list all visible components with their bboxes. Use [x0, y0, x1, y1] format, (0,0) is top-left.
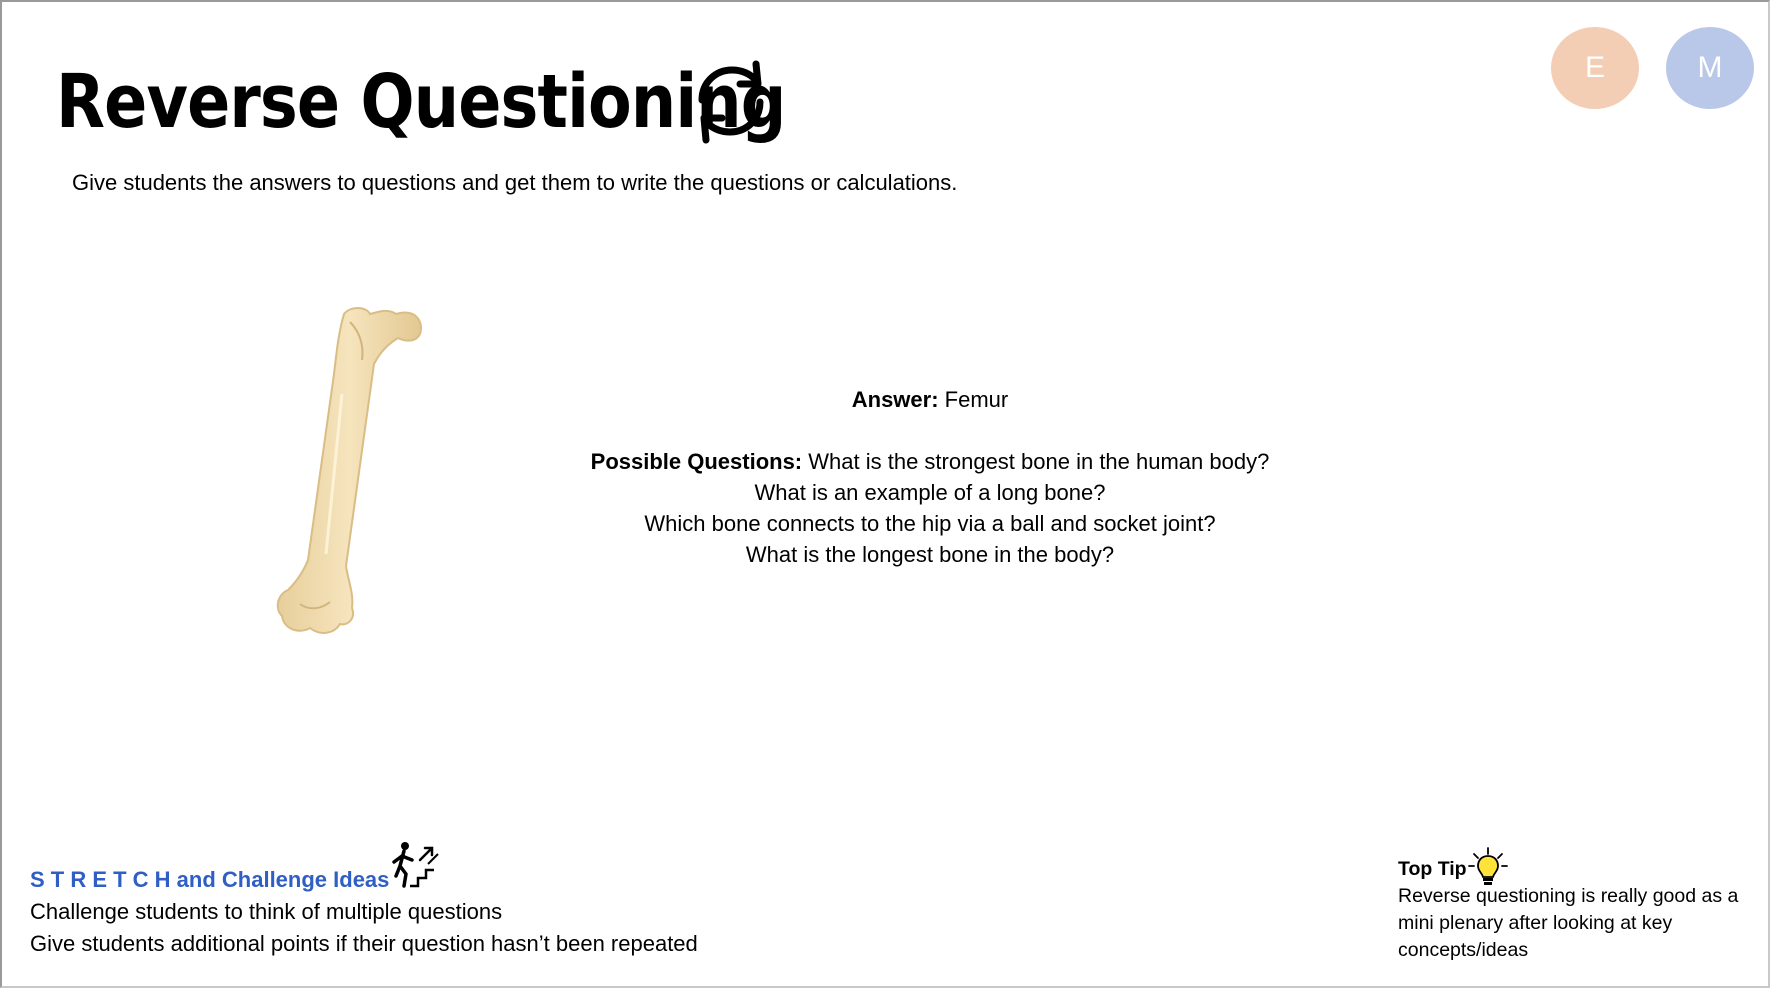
- question-line-3: Which bone connects to the hip via a ball and socket joint?: [644, 511, 1216, 536]
- questions-label: Possible Questions:: [590, 449, 803, 474]
- stretch-title: S T R E T C H and Challenge Ideas: [30, 867, 390, 892]
- stretch-line-2: Give students additional points if their question hasn’t been repeated: [30, 931, 698, 956]
- title-container: [56, 52, 904, 152]
- tip-text: Reverse questioning is really good as a mini plenary after looking at key concepts/ideas: [1398, 885, 1739, 961]
- question-line-1: [520, 446, 1340, 477]
- top-tip-section: [1398, 856, 1748, 964]
- tip-title: Top Tip: [1398, 858, 1467, 880]
- answer-value: Femur: [944, 387, 1009, 412]
- answer-label: Answer:: [851, 387, 939, 412]
- femur-bone-image: [270, 304, 440, 660]
- question-line-2: What is an example of a long bone?: [754, 480, 1106, 505]
- lightbulb-icon: [1468, 846, 1508, 888]
- answer-block: [520, 384, 1340, 570]
- stretch-line-1: Challenge students to think of multiple questions: [30, 899, 503, 924]
- stairs-climber-icon: [392, 840, 440, 890]
- avatar-e[interactable]: [1551, 27, 1639, 109]
- avatar-m-letter: M: [1697, 51, 1723, 84]
- refresh-icon: [688, 56, 772, 146]
- answer-line: [520, 384, 1340, 415]
- subtitle: Give students the answers to questions and get them to write the questions or calculations.: [72, 170, 958, 195]
- page-title: Reverse Questioning: [56, 59, 786, 145]
- question-text: What is the strongest bone in the human body?: [808, 449, 1270, 474]
- avatar-e-letter: E: [1584, 51, 1605, 84]
- question-line-4: What is the longest bone in the body?: [745, 542, 1115, 567]
- avatar-m[interactable]: [1666, 27, 1754, 109]
- stretch-section: [30, 864, 698, 960]
